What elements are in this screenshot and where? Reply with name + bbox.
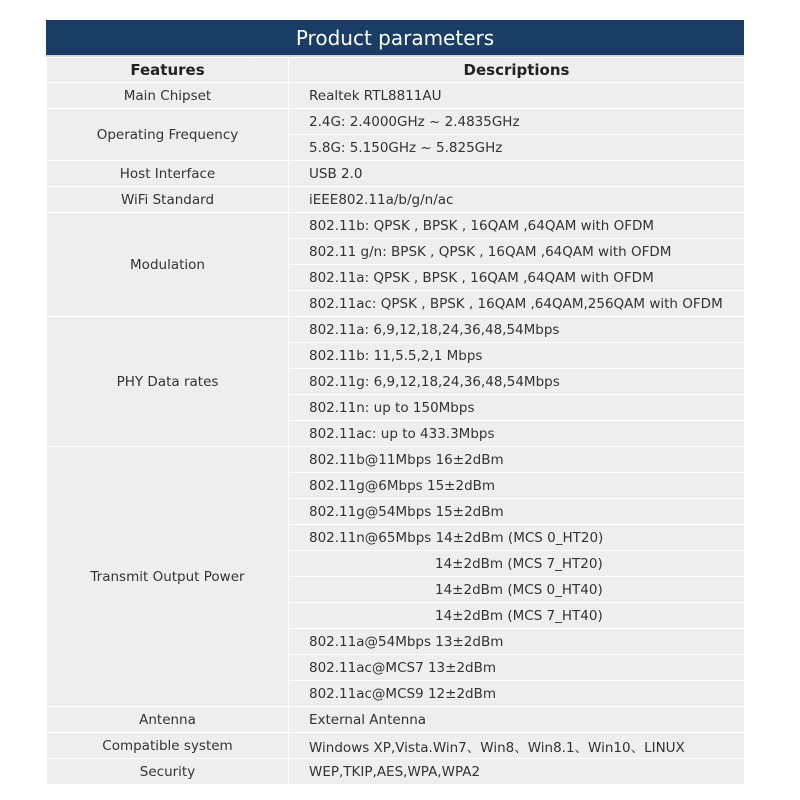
feature-cell: Operating Frequency — [47, 109, 289, 161]
features-header: Features — [47, 58, 289, 83]
feature-cell: Compatible system — [47, 733, 289, 759]
description-cell: 802.11a@54Mbps 13±2dBm — [289, 629, 745, 655]
description-cell: 802.11g@54Mbps 15±2dBm — [289, 499, 745, 525]
description-cell: 802.11b@11Mbps 16±2dBm — [289, 447, 745, 473]
description-cell: 802.11ac@MCS9 12±2dBm — [289, 681, 745, 707]
description-cell: USB 2.0 — [289, 161, 745, 187]
table-row — [47, 707, 745, 733]
description-cell: 802.11ac@MCS7 13±2dBm — [289, 655, 745, 681]
table-body — [47, 83, 745, 785]
table-row — [47, 447, 745, 473]
description-cell: 802.11b: QPSK , BPSK , 16QAM ,64QAM with OFDM — [289, 213, 745, 239]
table-row — [47, 317, 745, 343]
description-cell: 802.11 g/n: BPSK , QPSK , 16QAM ,64QAM with OFDM — [289, 239, 745, 265]
description-cell: 802.11ac: up to 433.3Mbps — [289, 421, 745, 447]
table-row — [47, 161, 745, 187]
feature-cell: Antenna — [47, 707, 289, 733]
feature-cell: Host Interface — [47, 161, 289, 187]
description-cell: 802.11n: up to 150Mbps — [289, 395, 745, 421]
feature-cell: PHY Data rates — [47, 317, 289, 447]
description-cell: External Antenna — [289, 707, 745, 733]
table-row — [47, 187, 745, 213]
feature-cell: Transmit Output Power — [47, 447, 289, 707]
description-cell: 14±2dBm (MCS 0_HT40) — [289, 577, 745, 603]
description-cell: Windows XP,Vista.Win7、Win8、Win8.1、Win10、LINUX — [289, 733, 745, 759]
description-cell: 14±2dBm (MCS 7_HT40) — [289, 603, 745, 629]
description-cell: 802.11g@6Mbps 15±2dBm — [289, 473, 745, 499]
feature-cell: Modulation — [47, 213, 289, 317]
table-row — [47, 83, 745, 109]
table-row — [47, 213, 745, 239]
description-cell: 802.11ac: QPSK , BPSK , 16QAM ,64QAM,256QAM with OFDM — [289, 291, 745, 317]
description-cell: Realtek RTL8811AU — [289, 83, 745, 109]
description-cell: 5.8G: 5.150GHz ~ 5.825GHz — [289, 135, 745, 161]
table-row — [47, 733, 745, 759]
feature-cell: Main Chipset — [47, 83, 289, 109]
table-header-row — [47, 58, 745, 83]
table-row — [47, 109, 745, 135]
product-parameters-table — [46, 57, 745, 785]
description-cell: 802.11a: QPSK , BPSK , 16QAM ,64QAM with OFDM — [289, 265, 745, 291]
page-title: Product parameters — [46, 20, 744, 55]
table-row — [47, 759, 745, 785]
description-cell: 802.11n@65Mbps 14±2dBm (MCS 0_HT20) — [289, 525, 745, 551]
description-cell: WEP,TKIP,AES,WPA,WPA2 — [289, 759, 745, 785]
feature-cell: WiFi Standard — [47, 187, 289, 213]
feature-cell: Security — [47, 759, 289, 785]
description-cell: 14±2dBm (MCS 7_HT20) — [289, 551, 745, 577]
descriptions-header: Descriptions — [289, 58, 745, 83]
description-cell: 802.11a: 6,9,12,18,24,36,48,54Mbps — [289, 317, 745, 343]
description-cell: 802.11g: 6,9,12,18,24,36,48,54Mbps — [289, 369, 745, 395]
description-cell: iEEE802.11a/b/g/n/ac — [289, 187, 745, 213]
description-cell: 2.4G: 2.4000GHz ~ 2.4835GHz — [289, 109, 745, 135]
description-cell: 802.11b: 11,5.5,2,1 Mbps — [289, 343, 745, 369]
